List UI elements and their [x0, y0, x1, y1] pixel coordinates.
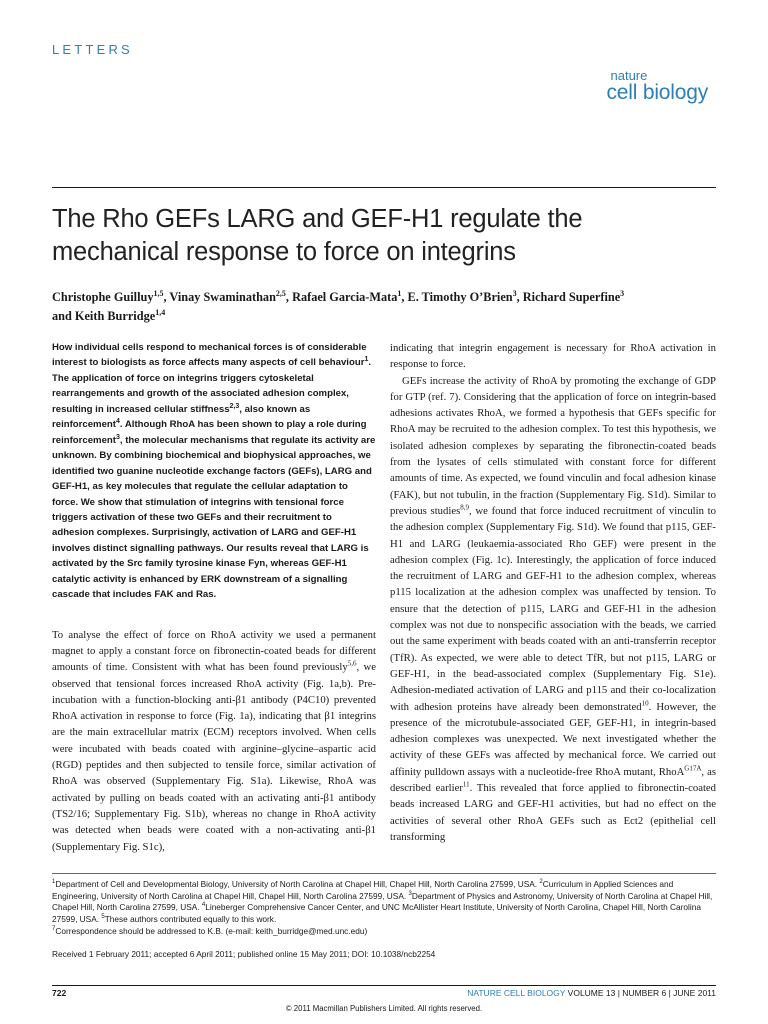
affiliation-marker: 7: [52, 926, 56, 933]
citation-ref: 5,6: [347, 659, 357, 668]
body-paragraph: [52, 627, 376, 855]
body-text-span: . However, the presence of the microtubule-associated GEF, GEF-H1, in integrin-based adhesion complexes was unexpected. We next investigated whether the activity of these GEFs was affected by mechanical force. We carried out affinity pulldown assays with a nucleotide-free RhoA mutant, RhoA: [390, 700, 716, 778]
citation-ref: 4: [115, 418, 120, 426]
journal-name: NATURE CELL BIOLOGY: [467, 988, 566, 998]
author-list: [52, 288, 716, 326]
publication-history: Received 1 February 2011; accepted 6 April 2011; published online 15 May 2011; DOI: 10.1038/ncb2254: [52, 949, 436, 959]
citation-ref: 3: [115, 433, 120, 441]
right-body-text: [390, 340, 716, 845]
affiliation-marker: 2: [539, 879, 543, 886]
abstract-text: , the molecular mechanisms that regulate its activity are unknown. By combining biochemical and biophysical approaches, we identified two guanine nucleotide exchange factors (GEFs), LARG and GEF-H1, as key molecules that regulate the cellular adaptation to force. We show that stimulation of integrins with tensional force triggers activation of these two GEFs and their recruitment to adhesion complexes. Surprisingly, activation of LARG and GEF-H1 involves distinct signalling pathways. Our results reveal that LARG is activated by the Src family tyrosine kinase Fyn, whereas GEF-H1 catalytic activity is enhanced by ERK downstream of a signalling cascade that includes FAK and Ras.: [52, 434, 376, 601]
citation-ref: 1: [364, 356, 369, 364]
citation-ref: 11: [462, 780, 470, 789]
body-paragraph: [390, 373, 716, 846]
citation-ref: 10: [641, 698, 649, 707]
affiliation-marker: 3: [408, 890, 412, 897]
abstract-text: . The application of force on integrins triggers cytoskeletal rearrangements and growth of the associated adhesion complex, resulting in increased cellular stiffness: [52, 357, 372, 415]
author-separator: ,: [401, 290, 408, 304]
right-column: [390, 340, 716, 845]
abstract-text: How individual cells respond to mechanical forces is of considerable interest to biologists as force affects many aspects of cell behaviour: [52, 342, 367, 369]
author-name: Keith Burridge: [74, 309, 156, 323]
volume-info: VOLUME 13 | NUMBER 6 | JUNE 2011: [565, 988, 716, 998]
citation-ref: 2,3: [229, 402, 240, 410]
affiliation-marker: 1: [52, 879, 56, 886]
correspondence-text: Correspondence should be addressed to K.B. (e-mail: keith_burridge@med.unc.edu): [55, 925, 368, 936]
citation-ref: 8,9: [460, 503, 469, 512]
affiliation-text: Department of Cell and Developmental Biology, University of North Carolina at Chapel Hill, Chapel Hill, North Carolina 27599, USA.: [55, 879, 540, 889]
affiliation-text: Department of Physics and Astronomy, University of North Carolina at Chapel Hill, Chapel Hill, North Carolina 27599, USA.: [52, 890, 713, 913]
affiliation-text: Lineberger Comprehensive Cancer Center, and UNC McAllister Heart Institute, University of North Carolina, Chapel Hill, North Carolina 27599, USA.: [52, 902, 701, 925]
left-column: [52, 340, 376, 855]
affiliation-marker: 5: [101, 914, 105, 921]
article-title: The Rho GEFs LARG and GEF-H1 regulate the mechanical response to force on integrins: [52, 205, 583, 266]
author-name: Rafael Garcia-Mata: [292, 290, 398, 304]
body-text-span: GEFs increase the activity of RhoA by promoting the exchange of GDP for GTP (ref. 7). Considering that the application of force on integrin-based adhesions activates RhoA, we formed a hypothesis that GEFs specific for RhoA may be recruited to the adhesion complex. To test this hypothesis, we isolated adhesion complexes by separating the fibronectin-coated beads from the lysates of cells stimulated with constant force for different amounts of time. As expected, we found vinculin and focal adhesion kinase (FAK), but not tubulin, in the fraction (Supplementary Fig. S1d). Similar to previous studies: [390, 374, 716, 517]
author-name: Vinay Swaminathan: [169, 290, 276, 304]
abstract-text: , also known as reinforcement: [52, 403, 311, 431]
affiliation-marker: 4: [201, 902, 206, 909]
body-text-span: , we found that force induced recruitment of vinculin to the adhesion complex (Supplementary Fig. S1d). We found that p115, GEF-H1 and LARG (leukaemia-associated Rho GEF) were present in the adhesion complex (Fig. 1c). Interestingly, the application of force induced the recruitment of LARG and GEF-H1 to the adhesion complex, whereas p115 localization at the adhesion complex was unaffected by tension. To ensure that the detection of p115, LARG and GEF-H1 in the adhesion complex was not due to nonspecific association with the beads, we carried out the same experiment with beads coated with an anti-transferrin receptor (TfR). As expected, we were able to detect TfR, but not p115, LARG or GEF-H1, in the bead-associated complex (Supplementary Fig. S1e). Adhesion-mediated activation of LARG and p115 and their co-localization with adhesion proteins have already been demonstrated: [390, 504, 716, 713]
author-affiliation: 3: [512, 288, 517, 298]
body-text-span: , we observed that tensional forces increased RhoA activity (Fig. 1a,b). Pre-incubation with a function-blocking anti-β1 antibody (P4C10) prevented RhoA activation in response to force (Fig. 1a), indicating that β1 integrins are the main extracellular matrix (ECM) receptors involved. When cells were incubated with beads coated with arginine–glycine–aspartic acid (RGD) peptides and then subjected to tensile force, similar activation of RhoA was observed (Supplementary Fig. S1a). Likewise, RhoA was activated by pulling on beads coated with an activating anti-β1 antibody (TS2/16; Supplementary Fig. S1b), whereas no change in RhoA activity was detected when beads were coated with a non-activating anti-β1 (Supplementary Fig. S1c),: [52, 661, 376, 853]
footer-divider: [52, 985, 716, 986]
author-name: Christophe Guilluy: [52, 290, 154, 304]
author-affiliation: 1: [397, 288, 402, 298]
author-separator: ,: [516, 290, 523, 304]
section-label: LETTERS: [52, 42, 133, 57]
author-affiliation: 1,4: [155, 307, 166, 317]
author-and: and: [52, 309, 75, 323]
author-affiliation: 3: [620, 288, 625, 298]
left-body-text: [52, 627, 376, 855]
journal-info: [467, 988, 716, 998]
body-paragraph: indicating that integrin engagement is necessary for RhoA activation in response to force.: [390, 342, 716, 371]
journal-logo-main: cell biology: [606, 81, 708, 104]
author-name: Richard Superfine: [522, 290, 621, 304]
affiliation-text: Curriculum in Applied Sciences and Engineering, University of North Carolina at Chapel Hill, Chapel Hill, North Carolina 27599, USA.: [52, 879, 674, 901]
affiliation-text: These authors contributed equally to this work.: [104, 914, 277, 925]
copyright: © 2011 Macmillan Publishers Limited. All rights reserved.: [285, 1004, 483, 1013]
footnote-divider: [52, 873, 716, 874]
page-number: 722: [52, 988, 67, 998]
body-text-span: , as described earlier: [390, 765, 717, 795]
abstract: [52, 340, 376, 603]
journal-logo: [607, 70, 709, 104]
journal-logo-top: nature: [610, 68, 648, 83]
body-text-span: To analyse the effect of force on RhoA activity we used a permanent magnet to apply a constant force on fibronectin-coated beads for different amounts of time. Consistent with what has been found previously: [52, 628, 376, 674]
abstract-text: . Although RhoA has been shown to play a role during reinforcement: [52, 419, 367, 446]
author-affiliation: 2,5: [275, 288, 286, 298]
affiliations: [52, 879, 716, 938]
body-text-span: . This revealed that force applied to fibronectin-coated beads increased LARG and GEF-H1 activities, but had no effect on the activities of several other RhoA GEFs such as Ect2 (epithelial cell transforming: [390, 782, 716, 843]
author-affiliation: 1,5: [153, 288, 164, 298]
header-divider: [52, 187, 716, 188]
author-separator: ,: [285, 290, 293, 304]
citation-ref: G17A: [684, 764, 702, 773]
author-name: E. Timothy O’Brien: [407, 290, 513, 304]
author-separator: ,: [163, 290, 170, 304]
